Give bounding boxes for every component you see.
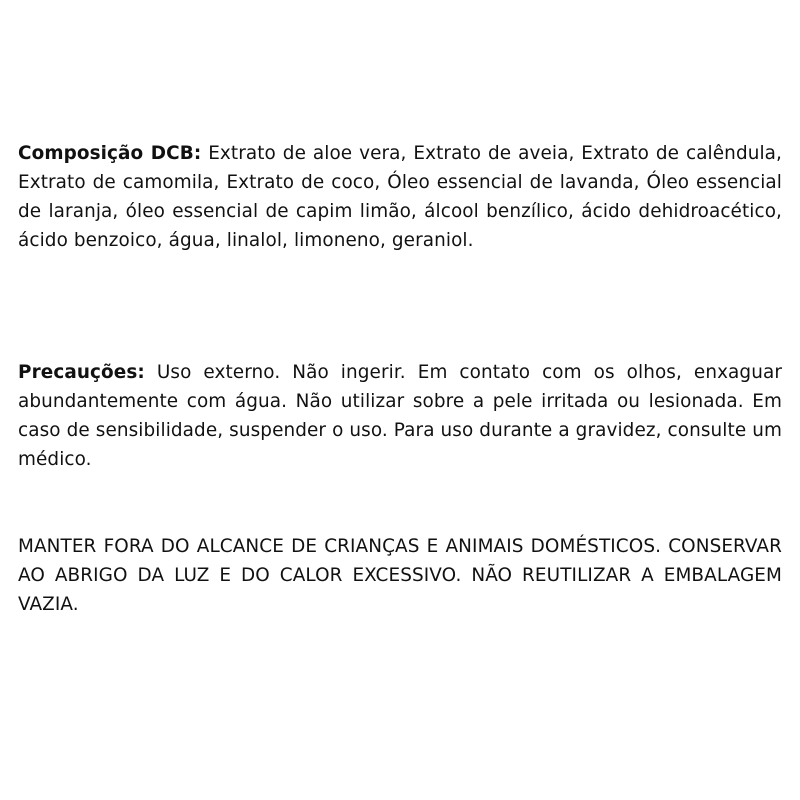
composition-label: Composição DCB: <box>18 143 202 164</box>
precautions-text: Uso externo. Não ingerir. Em contato com os olhos, enxaguar abundantemente com água. Não utilizar sobre a pele irritada ou lesionada. Em caso de sensibilidade, suspender o uso. Para uso durante a gravidez, consulte um médico. <box>18 362 782 470</box>
precautions-label: Precauções: <box>18 362 145 383</box>
warning-paragraph <box>18 532 782 619</box>
composition-text: Extrato de aloe vera, Extrato de aveia, Extrato de calêndula, Extrato de camomila, Extrato de coco, Óleo essencial de lavanda, Óleo essencial de laranja, óleo essencial de capim limão, álcool benzílico, ácido dehidroacético, ácido benzoico, água, linalol, limoneno, geraniol. <box>18 143 782 251</box>
composition-paragraph <box>18 139 782 255</box>
product-label-page <box>18 0 782 800</box>
precautions-paragraph <box>18 358 782 474</box>
warning-text: MANTER FORA DO ALCANCE DE CRIANÇAS E ANIMAIS DOMÉSTICOS. CONSERVAR AO ABRIGO DA LUZ E DO CALOR EXCESSIVO. NÃO REUTILIZAR A EMBALAGEM VAZIA. <box>18 536 782 615</box>
